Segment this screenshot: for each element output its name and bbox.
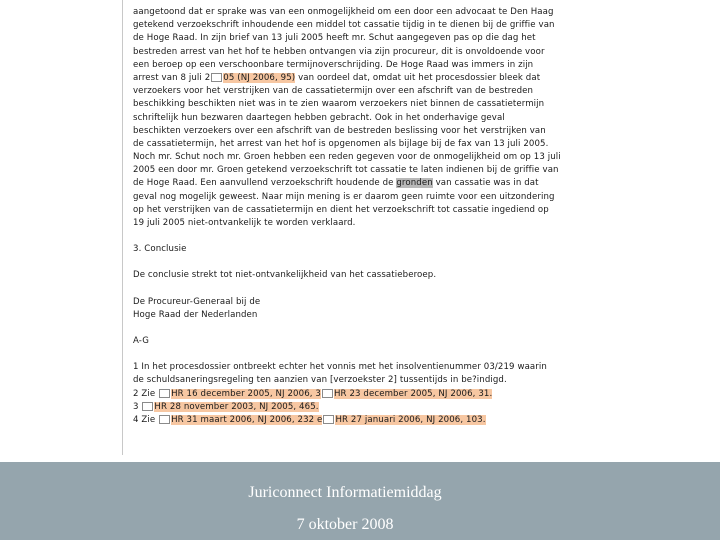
blank-line — [133, 230, 583, 243]
footnote-3 — [133, 401, 583, 414]
doc-line-gronden — [133, 177, 583, 190]
doc-line: op het verstrijken van de cassatietermijn en dient het verzoekschrift tot cassatie ingediend op — [133, 204, 549, 215]
doc-line: schriftelijk hun bezwaren daartegen hebben gebracht. Ook in het onderhavige geval — [133, 112, 505, 123]
doc-line: aangetoond dat er sprake was van een onmogelijkheid om een door een advocaat te Den Haag — [133, 7, 554, 17]
doc-line: verzoekers voor het verstrijken van de cassatietermijn over een afschrift van de bestreden — [133, 86, 534, 97]
footnote-4 — [133, 414, 583, 427]
footer-title: Juriconnect Informatiemiddag — [248, 484, 442, 501]
footnote-4-prefix: 4 Zie — [133, 414, 159, 425]
doc-line: de cassatietermijn, het arrest van het hof is opgenomen als bijlage bij de fax van 13 juli 2005. — [133, 138, 549, 149]
conclusie-heading: 3. Conclusie — [133, 244, 187, 255]
link-marker-icon[interactable] — [159, 389, 170, 398]
signature-line: De Procureur-Generaal bij de — [133, 296, 261, 307]
footnote-2-link-2[interactable]: HR 23 december 2005, NJ 2006, 31. — [334, 388, 493, 399]
signature-line: Hoge Raad der Nederlanden — [133, 309, 258, 320]
signature-initials: A-G — [133, 335, 150, 346]
link-marker-icon[interactable] — [211, 73, 222, 82]
footnote-2-link-1[interactable]: HR 16 december 2005, NJ 2006, 3 — [171, 388, 321, 399]
document-body — [133, 6, 583, 427]
doc-line-arrest — [133, 72, 583, 85]
link-marker-icon[interactable] — [142, 402, 153, 411]
blank-line — [133, 322, 583, 335]
footer-date: 7 oktober 2008 — [296, 516, 394, 533]
arrest-text-post: van oordeel dat, omdat uit het procesdossier bleek dat — [295, 72, 541, 83]
blank-line — [133, 348, 583, 361]
footnote-1: 1 In het procesdossier ontbreekt echter het vonnis met het insolventienummer 03/219 waarin — [133, 362, 547, 373]
footnote-4-link-1[interactable]: HR 31 maart 2006, NJ 2006, 232 e — [171, 414, 323, 425]
gronden-text-post: van cassatie was in dat — [432, 178, 539, 189]
arrest-reference-link[interactable]: 05 (NJ 2006, 95) — [223, 72, 296, 83]
doc-line: 19 juli 2005 niet-ontvankelijk te worden verklaard. — [133, 218, 356, 228]
doc-line: beschikten verzoekers over een afschrift van de bestreden beslissing voor het verstrijken van — [133, 125, 546, 136]
footnote-3-link[interactable]: HR 28 november 2003, NJ 2005, 465. — [154, 401, 319, 412]
footnote-2 — [133, 388, 583, 401]
doc-line: getekend verzoekschrift inhoudende een middel tot cassatie tijdig in te dienen bij de griffie van — [133, 20, 555, 31]
doc-line: bestreden arrest van het hof te hebben ontvangen via zijn procureur, dit is onvoldoende voor — [133, 46, 545, 57]
doc-line: Noch mr. Schut noch mr. Groen hebben een reden gegeven voor de onmogelijkheid om op 13 juli — [133, 152, 561, 163]
link-marker-icon[interactable] — [159, 415, 170, 424]
doc-line: de Hoge Raad. In zijn brief van 13 juli 2005 heeft mr. Schut aangegeven pas op die dag het — [133, 33, 536, 44]
footnote-3-prefix: 3 — [133, 401, 142, 412]
doc-line: een beroep op een verschoonbare termijnoverschrijding. De Hoge Raad was immers in zijn — [133, 59, 534, 70]
conclusie-text: De conclusie strekt tot niet-ontvankelijkheid van het cassatieberoep. — [133, 270, 437, 281]
doc-line: geval nog mogelijk geweest. Naar mijn mening is er daarom geen ruimte voor een uitzondering — [133, 191, 555, 202]
arrest-text-pre: arrest van 8 juli 2 — [133, 72, 211, 83]
document-left-border — [122, 0, 123, 455]
doc-line: 2005 een door mr. Groen getekend verzoekschrift tot cassatie te laten indienen bij de griffie van — [133, 165, 559, 176]
blank-line — [133, 256, 583, 269]
footnote-4-link-2[interactable]: HR 27 januari 2006, NJ 2006, 103. — [335, 414, 486, 425]
footnote-2-prefix: 2 Zie — [133, 388, 159, 399]
doc-line: beschikking beschikten niet was in te zien waarom verzoekers niet binnen de cassatietermijn — [133, 99, 545, 110]
footnote-1-cont: de schuldsaneringsregeling ten aanzien van [verzoekster 2] tussentijds in be?indigd. — [133, 375, 507, 386]
gronden-text-pre: de Hoge Raad. Een aanvullend verzoekschrift houdende de — [133, 178, 397, 189]
link-marker-icon[interactable] — [323, 415, 334, 424]
search-hit-gronden: gronden — [396, 178, 433, 189]
blank-line — [133, 283, 583, 296]
link-marker-icon[interactable] — [322, 389, 333, 398]
slide-footer — [0, 462, 720, 540]
